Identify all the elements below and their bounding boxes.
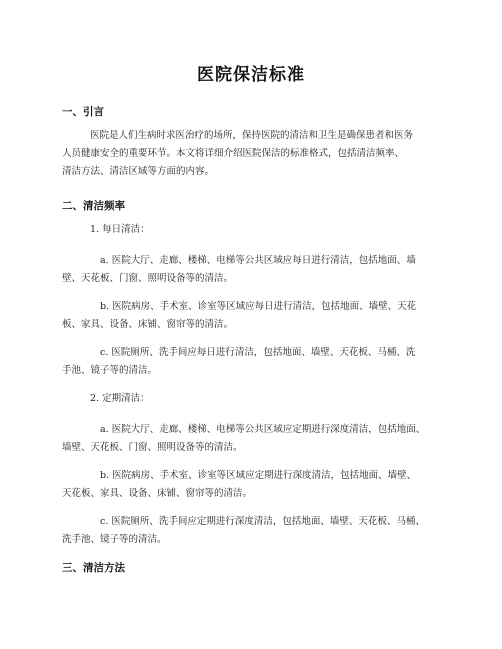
- group-label-periodic: [62, 390, 442, 408]
- item-line: c. 医院厕所、洗手间应每日进行清洁，包括地面、墙壁、天花板、马桶、洗: [100, 347, 416, 358]
- list-item: [62, 344, 442, 380]
- section-heading-methods: 三、清洁方法: [62, 562, 125, 574]
- item-line: b. 医院病房、手术室、诊室等区域应定期进行深度清洁，包括地面、墙壁、: [100, 470, 417, 481]
- item-line: 壁、天花板、门窗、照明设备等的清洁。: [62, 273, 234, 284]
- item-line: 洗手池、镜子等的清洁。: [62, 534, 167, 545]
- paragraph-line: 清洁方法、清洁区域等方面的内容。: [62, 166, 215, 177]
- paragraph-line: 医院是人们生病时求医治疗的场所，保持医院的清洁和卫生是确保患者和医务: [90, 130, 414, 141]
- item-line: a. 医院大厅、走廊、楼梯、电梯等公共区域应定期进行深度清洁，包括地面、: [100, 424, 426, 435]
- group-label-daily: [62, 221, 442, 239]
- document-title: 医院保洁标准: [197, 65, 305, 85]
- list-item: [62, 513, 442, 549]
- paragraph-line: 人员健康安全的重要环节。本文将详细介绍医院保洁的标准格式，包括清洁频率、: [62, 148, 405, 159]
- item-line: b. 医院病房、手术室、诊室等区域应每日进行清洁，包括地面、墙壁、天花: [100, 301, 417, 312]
- list-item: [62, 252, 442, 288]
- item-line: 天花板、家具、设备、床铺、窗帘等的清洁。: [62, 488, 253, 499]
- list-label: 1. 每日清洁：: [90, 224, 150, 235]
- intro-paragraph: [62, 127, 442, 181]
- item-line: 墙壁、天花板、门窗、照明设备等的清洁。: [62, 442, 243, 453]
- list-item: [62, 421, 442, 457]
- item-line: a. 医院大厅、走廊、楼梯、电梯等公共区域应每日进行清洁，包括地面、墙: [100, 255, 416, 266]
- list-label: 2. 定期清洁：: [90, 393, 150, 404]
- item-line: c. 医院厕所、洗手间应定期进行深度清洁，包括地面、墙壁、天花板、马桶、: [100, 516, 425, 527]
- list-item: [62, 467, 442, 503]
- list-item: [62, 298, 442, 334]
- item-line: 板、家具、设备、床铺、窗帘等的清洁。: [62, 319, 234, 330]
- section-heading-intro: 一、引言: [62, 106, 104, 118]
- item-line: 手池、镜子等的清洁。: [62, 365, 158, 376]
- section-heading-frequency: 二、清洁频率: [62, 200, 125, 212]
